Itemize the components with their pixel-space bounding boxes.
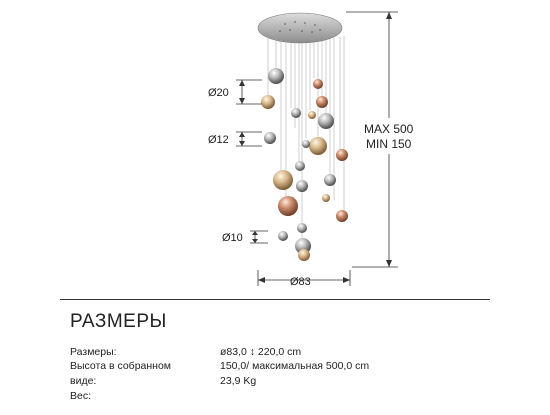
label-min-height: MIN 150 (366, 137, 412, 151)
spec-label-height-cont: виде: (70, 375, 97, 387)
dimension-d20 (236, 80, 262, 104)
label-d12: Ø12 (208, 134, 229, 146)
label-d83: Ø83 (290, 276, 311, 288)
section-divider (60, 299, 490, 300)
dimension-d10 (250, 231, 268, 243)
pendant-globes (261, 68, 348, 261)
spec-value-height: 150,0/ максимальная 500,0 cm (220, 360, 370, 372)
ceiling-canopy (258, 13, 342, 43)
dimension-d12 (236, 132, 262, 146)
spec-label-height: Высота в собранном (70, 360, 172, 372)
label-d20: Ø20 (208, 87, 229, 99)
spec-value-weight: 23,9 Kg (220, 375, 257, 387)
section-title: РАЗМЕРЫ (70, 311, 167, 332)
spec-value-size: ø83,0 ↕ 220,0 cm (220, 346, 302, 358)
label-d10: Ø10 (222, 232, 243, 244)
spec-label-weight: Вес: (70, 390, 92, 402)
spec-label-size: Размеры: (70, 346, 117, 358)
label-max-height: MAX 500 (364, 122, 414, 136)
